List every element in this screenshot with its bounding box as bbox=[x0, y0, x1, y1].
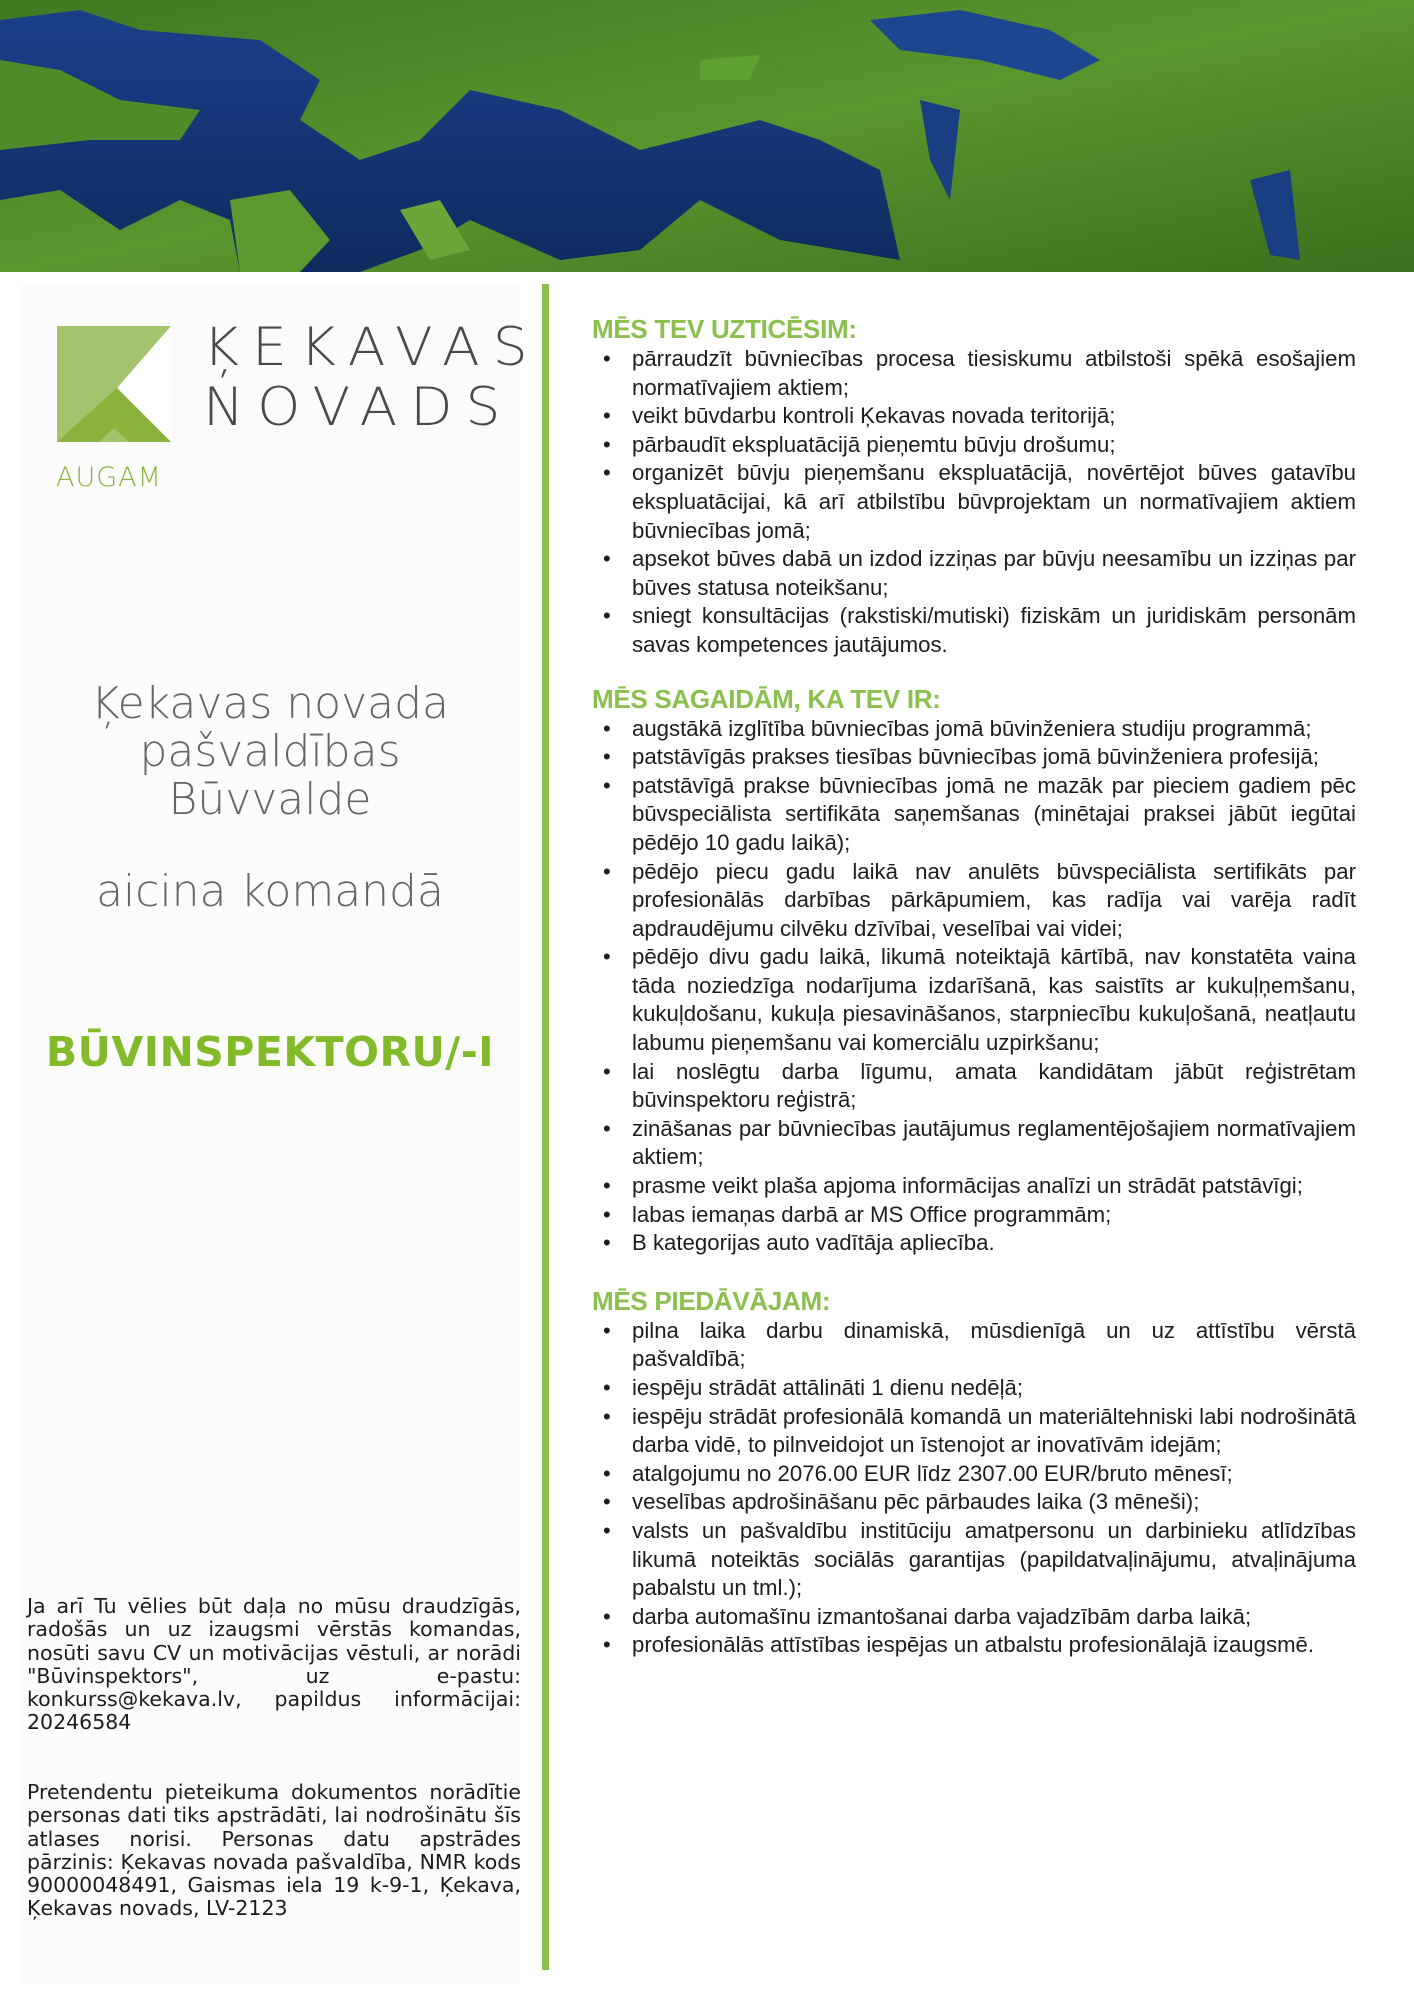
list-item bbox=[592, 345, 1356, 402]
bullet-icon: • bbox=[603, 1058, 611, 1084]
list-item-text: iespēju strādāt attālināti 1 dienu nedēļā; bbox=[632, 1375, 1024, 1400]
bullet-icon: • bbox=[603, 858, 611, 884]
list-item-text: veselības apdrošināšanu pēc pārbaudes laika (3 mēneši); bbox=[632, 1489, 1200, 1515]
list-item-text: iespēju strādāt profesionālā komandā un materiāltehniski labi nodrošinātā darba vidē, to pilnveidojot un īstenojot ar inovatīvām idejām; bbox=[632, 1403, 1356, 1458]
list-item bbox=[592, 602, 1356, 659]
bullet-icon: • bbox=[603, 460, 611, 486]
list-item-text: valsts un pašvaldību institūciju amatpersonu un darbinieku atlīdzības likumā noteiktās sociālās garantijas (papildatvaļinājumu, atvaļinājuma pabalstu un tml.); bbox=[632, 1517, 1356, 1601]
section-heading: MĒS PIEDĀVĀJAM: bbox=[592, 1285, 831, 1316]
organization-title-line: Ķekavas novada bbox=[90, 678, 449, 729]
bullet-icon: • bbox=[603, 1317, 611, 1343]
responsibilities-list bbox=[592, 345, 1356, 660]
list-item-text: organizēt būvju pieņemšanu ekspluatācijā, novērtējot būves gatavību ekspluatācijai, kā arī atbilstību būvprojektam un normatīvajiem aktiem būvniecības jomā; bbox=[632, 460, 1356, 543]
application-instructions: Ja arī Tu vēlies būt daļa no mūsu draudzīgās, radošās un uz izaugsmi vērstās komandas, nosūti savu CV un motivācijas vēstuli, ar norādi "Būvinspektors", uz e-pastu: konkurss@kekava.lv, papildus informācijai: 20246584 bbox=[27, 1594, 521, 1735]
bullet-icon: • bbox=[603, 1460, 611, 1486]
bullet-icon: • bbox=[603, 772, 611, 798]
list-item bbox=[592, 1374, 1356, 1403]
organization-title bbox=[20, 680, 520, 824]
list-item-text: patstāvīgās prakses tiesības būvniecības jomā būvinženiera profesijā; bbox=[632, 744, 1319, 770]
organization-title-line: Būvvalde bbox=[168, 774, 372, 825]
position-title: BŪVINSPEKTORU/-I bbox=[45, 1028, 495, 1076]
list-item bbox=[592, 715, 1356, 744]
left-panel bbox=[20, 284, 541, 1984]
bullet-icon: • bbox=[603, 603, 611, 629]
list-item-text: lai noslēgtu darba līgumu, amata kandidātam jābūt reģistrētam būvinspektoru reģistrā; bbox=[632, 1058, 1356, 1113]
bullet-icon: • bbox=[603, 1603, 611, 1629]
list-item-text: pārraudzīt būvniecības procesa tiesiskumu atbilstoši spēkā esošajiem normatīvajiem aktiem; bbox=[632, 346, 1356, 400]
bullet-icon: • bbox=[603, 1230, 611, 1256]
requirements-list bbox=[592, 715, 1356, 1258]
bullet-icon: • bbox=[603, 546, 611, 572]
landscape-photo bbox=[0, 0, 1414, 272]
list-item-text: zināšanas par būvniecības jautājumus reglamentējošajiem normatīvajiem aktiem; bbox=[632, 1115, 1356, 1170]
list-item bbox=[592, 1603, 1356, 1632]
list-item-text: atalgojumu no 2076.00 EUR līdz 2307.00 EUR/bruto mēnesī; bbox=[632, 1460, 1233, 1486]
bullet-icon: • bbox=[603, 403, 611, 429]
list-item-text: veikt būvdarbu kontroli Ķekavas novada teritorijā; bbox=[632, 403, 1116, 429]
list-item bbox=[592, 1317, 1356, 1374]
list-item-text: B kategorijas auto vadītāja apliecība. bbox=[632, 1230, 995, 1256]
section-responsibilities bbox=[592, 314, 1356, 660]
list-item-text: labas iemaņas darbā ar MS Office programmām; bbox=[632, 1201, 1112, 1227]
list-item bbox=[592, 743, 1356, 772]
section-requirements bbox=[592, 684, 1356, 1258]
list-item-text: apsekot būves dabā un izdod izziņas par būvju neesamību un izziņas par būves statusa noteikšanu; bbox=[632, 546, 1356, 600]
list-item-text: sniegt konsultācijas (rakstiski/mutiski) fiziskām un juridiskām personām savas kompetences jautājumos. bbox=[632, 603, 1356, 657]
list-item bbox=[592, 772, 1356, 858]
list-item-text: pēdējo piecu gadu laikā nav anulēts būvspeciālista sertifikāts par profesionālās darbības pārkāpumiem, kas radīja vai varēja radīt apdraudējumu cilvēku dzīvībai, veselībai vai videi; bbox=[632, 858, 1356, 941]
vertical-divider bbox=[542, 284, 549, 1970]
bullet-icon: • bbox=[603, 1489, 611, 1515]
logo-text-line2: NOVADS bbox=[203, 376, 514, 438]
list-item bbox=[592, 1201, 1356, 1230]
list-item-text: darba automašīnu izmantošanai darba vajadzībām darba laikā; bbox=[632, 1603, 1252, 1629]
list-item bbox=[592, 943, 1356, 1057]
bullet-icon: • bbox=[603, 744, 611, 770]
list-item-text: pilna laika darbu dinamiskā, mūsdienīgā un uz attīstību vērstā pašvaldībā; bbox=[632, 1317, 1356, 1372]
logo-text-line1: ĶEKAVAS bbox=[203, 316, 541, 378]
bullet-icon: • bbox=[603, 944, 611, 970]
list-item-text: pēdējo divu gadu laikā, likumā noteiktajā kārtībā, nav konstatēta vaina tāda noziedzīga nodarījuma izdarīšanā, kas saistīts ar kukuļņemšanu, kukuļdošanu, kukuļa piesavināšanos, starpniecību kukuļošanā, neatļautu labumu pieņemšanu vai komerciālu uzpirkšanu; bbox=[632, 944, 1356, 1056]
list-item bbox=[592, 1517, 1356, 1603]
benefits-list bbox=[592, 1317, 1356, 1660]
kekavas-novads-logo bbox=[38, 312, 541, 497]
list-item-text: patstāvīgā prakse būvniecības jomā ne mazāk par pieciem gadiem pēc būvspeciālista sertifikāta saņemšanas (minētajai praksei jābūt iegūtai pēdējo 10 gadu laikā); bbox=[632, 772, 1356, 855]
bullet-icon: • bbox=[603, 1375, 611, 1400]
bullet-icon: • bbox=[603, 346, 611, 371]
bullet-icon: • bbox=[603, 1632, 611, 1658]
list-item bbox=[592, 1058, 1356, 1115]
bullet-icon: • bbox=[603, 431, 611, 457]
bullet-icon: • bbox=[603, 1201, 611, 1227]
list-item bbox=[592, 858, 1356, 944]
list-item bbox=[592, 1403, 1356, 1460]
logo-tagline: AUGAM bbox=[56, 462, 162, 493]
list-item bbox=[592, 402, 1356, 431]
bullet-icon: • bbox=[603, 1517, 611, 1543]
invite-text: aicina komandā bbox=[96, 866, 444, 917]
list-item-text: profesionālās attīstības iespējas un atbalstu profesionālajā izaugsmē. bbox=[632, 1632, 1315, 1658]
list-item bbox=[592, 1631, 1356, 1660]
k-logo-icon bbox=[57, 326, 171, 442]
list-item-text: prasme veikt plaša apjoma informācijas analīzi un strādāt patstāvīgi; bbox=[632, 1173, 1303, 1199]
banner-landscape-image bbox=[0, 0, 1414, 272]
privacy-notice: Pretendentu pieteikuma dokumentos norādītie personas dati tiks apstrādāti, lai nodrošinātu šīs atlases norisi. Personas datu apstrādes pārzinis: Ķekavas novada pašvaldība, NMR kods 90000048491, Gaismas iela 19 k-9-1, Ķekava, Ķekavas novads, LV-2123 bbox=[27, 1780, 521, 1921]
list-item bbox=[592, 1172, 1356, 1201]
organization-title-line: pašvaldības bbox=[139, 726, 401, 777]
list-item bbox=[592, 1115, 1356, 1172]
bullet-icon: • bbox=[603, 715, 611, 741]
bullet-icon: • bbox=[603, 1403, 611, 1429]
list-item bbox=[592, 431, 1356, 460]
section-benefits bbox=[592, 1286, 1356, 1660]
list-item bbox=[592, 1229, 1356, 1258]
list-item bbox=[592, 459, 1356, 545]
list-item bbox=[592, 1488, 1356, 1517]
list-item-text: pārbaudīt ekspluatācijā pieņemtu būvju drošumu; bbox=[632, 431, 1116, 457]
section-heading: MĒS TEV UZTICĒSIM: bbox=[592, 314, 857, 344]
bullet-icon: • bbox=[603, 1115, 611, 1141]
list-item bbox=[592, 1460, 1356, 1489]
list-item-text: augstākā izglītība būvniecības jomā būvinženiera studiju programmā; bbox=[632, 715, 1312, 741]
job-details bbox=[592, 314, 1356, 1684]
bullet-icon: • bbox=[603, 1173, 611, 1199]
list-item bbox=[592, 545, 1356, 602]
section-heading: MĒS SAGAIDĀM, KA TEV IR: bbox=[592, 683, 941, 714]
